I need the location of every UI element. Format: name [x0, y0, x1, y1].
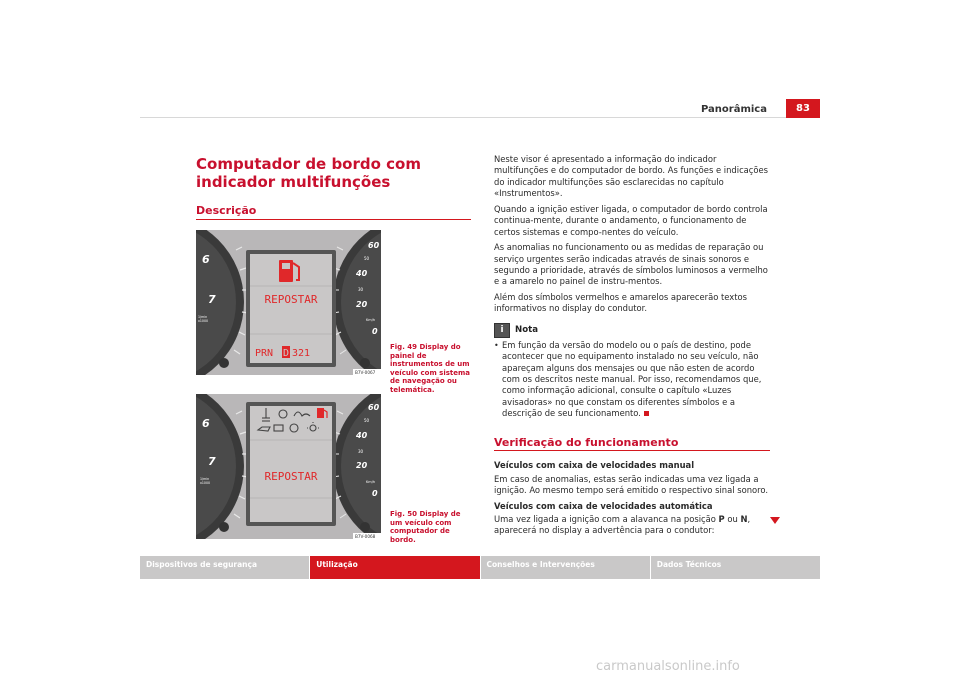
speed-label-40: 40 — [356, 269, 368, 278]
info-icon: i — [494, 323, 510, 338]
figure-50-instrument-display — [196, 394, 381, 539]
speed-label-30: 30 — [358, 449, 364, 454]
rpm-unit-1: 1/min — [198, 315, 208, 319]
footer-tab-safety[interactable]: Dispositivos de segurança — [140, 556, 309, 579]
lcd-message: REPOSTAR — [264, 293, 318, 306]
note-text: Em função da versão do modelo ou o país de destino, pode acontecer que no equipamento instalado no seu veículo, não apareçam alguns dos mensajes ou que não esten de acordo com os descritos neste manual. Por isso, recomendamos que, como informação adicional, consulte o capítulo «Luzes avisadoras» no que constam os diferentes símbolos e a descrição de seu funcionamento. — [502, 339, 762, 419]
speed-label-0: 0 — [372, 327, 378, 336]
lcd-screen — [250, 406, 332, 522]
speed-label-0: 0 — [372, 489, 378, 498]
speed-label-60: 60 — [368, 403, 380, 412]
footer-tab-use[interactable]: Utilização — [310, 556, 479, 579]
subsection-rule — [196, 219, 471, 220]
lcd-message: REPOSTAR — [264, 470, 318, 483]
paragraph-1: Neste visor é apresentado a informação do indicador multifunções e do computador de bordo. As funções e indicações do indicador multifunções são esclarecidas no capítulo «Instrumentos». — [494, 154, 769, 199]
speed-label-20: 20 — [356, 300, 368, 309]
footer-tabs — [140, 556, 820, 579]
note-label: Nota — [515, 324, 539, 335]
header-rule — [140, 117, 820, 118]
speed-label-40: 40 — [356, 431, 368, 440]
gear-n: N — [740, 513, 748, 524]
speed-label-30: 30 — [358, 287, 364, 292]
paragraph-2: Quando a ignição estiver ligada, o computador de bordo controla continua-mente, durante o andamento, o funcionamento de certos sistemas e compo-nentes do veículo. — [494, 203, 768, 237]
automatic-text: Uma vez ligada a ignição com a alavanca na posição P ou N, aparecerá no display a advertência para o condutor: — [494, 513, 751, 536]
figure-code: B7V-0068 — [355, 534, 376, 539]
subsection-title: Descrição — [196, 204, 257, 217]
speed-label-20: 20 — [356, 461, 368, 470]
page-number: 83 — [796, 103, 810, 114]
note-header — [494, 323, 770, 338]
end-of-section-icon — [644, 411, 649, 416]
knob-left — [219, 358, 229, 368]
odometer: 321 — [292, 348, 311, 359]
header-section-title: Panorâmica — [700, 104, 767, 115]
rpm-label-6: 6 — [202, 417, 210, 430]
knob-right — [360, 358, 370, 368]
figure-49-caption: Fig. 49 Display do painel de instrumentos de um veículo com sistema de navegação ou telemática. — [390, 343, 471, 394]
gear-indicator: PRN — [255, 348, 274, 359]
figure-50-caption: Fig. 50 Display de um veículo com computador de bordo. — [390, 510, 461, 544]
rpm-label-7: 7 — [208, 293, 216, 306]
rpm-unit-2: x1000 — [198, 319, 208, 323]
section-2-title: Verificação do funcionamento — [494, 435, 679, 449]
speed-unit: Km/h — [366, 318, 376, 322]
speed-label-50: 50 — [364, 418, 370, 423]
speed-label-60: 60 — [368, 241, 380, 250]
manual-heading: Veículos com caixa de velocidades manual — [494, 460, 695, 471]
manual-text: Em caso de anomalias, estas serão indicadas uma vez ligada a ignição. Ao mesmo tempo será emitido o respectivo sinal sonoro. — [494, 473, 769, 495]
rpm-unit-2: x1000 — [200, 481, 210, 485]
automatic-heading: Veículos com caixa de velocidades automática — [494, 500, 713, 511]
paragraph-3: As anomalias no funcionamento ou as medidas de reparação ou serviço urgentes serão indicadas através de sinais sonoros e segundo a prioridade, através de símbolos luminosos a vermelho e a amarelo no painel de instru-mentos. — [494, 242, 768, 287]
paragraph-4: Além dos símbolos vermelhos e amarelos aparecerão textos informativos no display do condutor. — [494, 292, 748, 314]
speed-label-50: 50 — [364, 256, 370, 261]
footer-tab-advice[interactable]: Conselhos e Intervenções — [481, 556, 650, 579]
section-title: Computador de bordo com indicador multifunções — [196, 155, 421, 191]
gear-selected: D — [283, 348, 290, 359]
figure-code: B7V-0067 — [355, 370, 376, 375]
rpm-unit-1: 1/min — [200, 477, 210, 481]
speed-unit: Km/h — [366, 480, 376, 484]
footer-tab-technical[interactable]: Dados Técnicos — [651, 556, 820, 579]
rpm-label-6: 6 — [202, 253, 210, 266]
section-2-rule — [494, 450, 770, 451]
watermark: carmanualsonline.info — [596, 659, 740, 674]
figure-49-instrument-display — [196, 230, 381, 375]
rpm-label-7: 7 — [208, 455, 216, 468]
knob-right — [360, 522, 370, 532]
continue-arrow-icon — [770, 517, 780, 524]
bullet-icon: • — [494, 340, 499, 350]
note-item — [494, 340, 770, 420]
body-text-column — [494, 154, 770, 541]
gear-p: P — [718, 513, 725, 524]
knob-left — [219, 522, 229, 532]
